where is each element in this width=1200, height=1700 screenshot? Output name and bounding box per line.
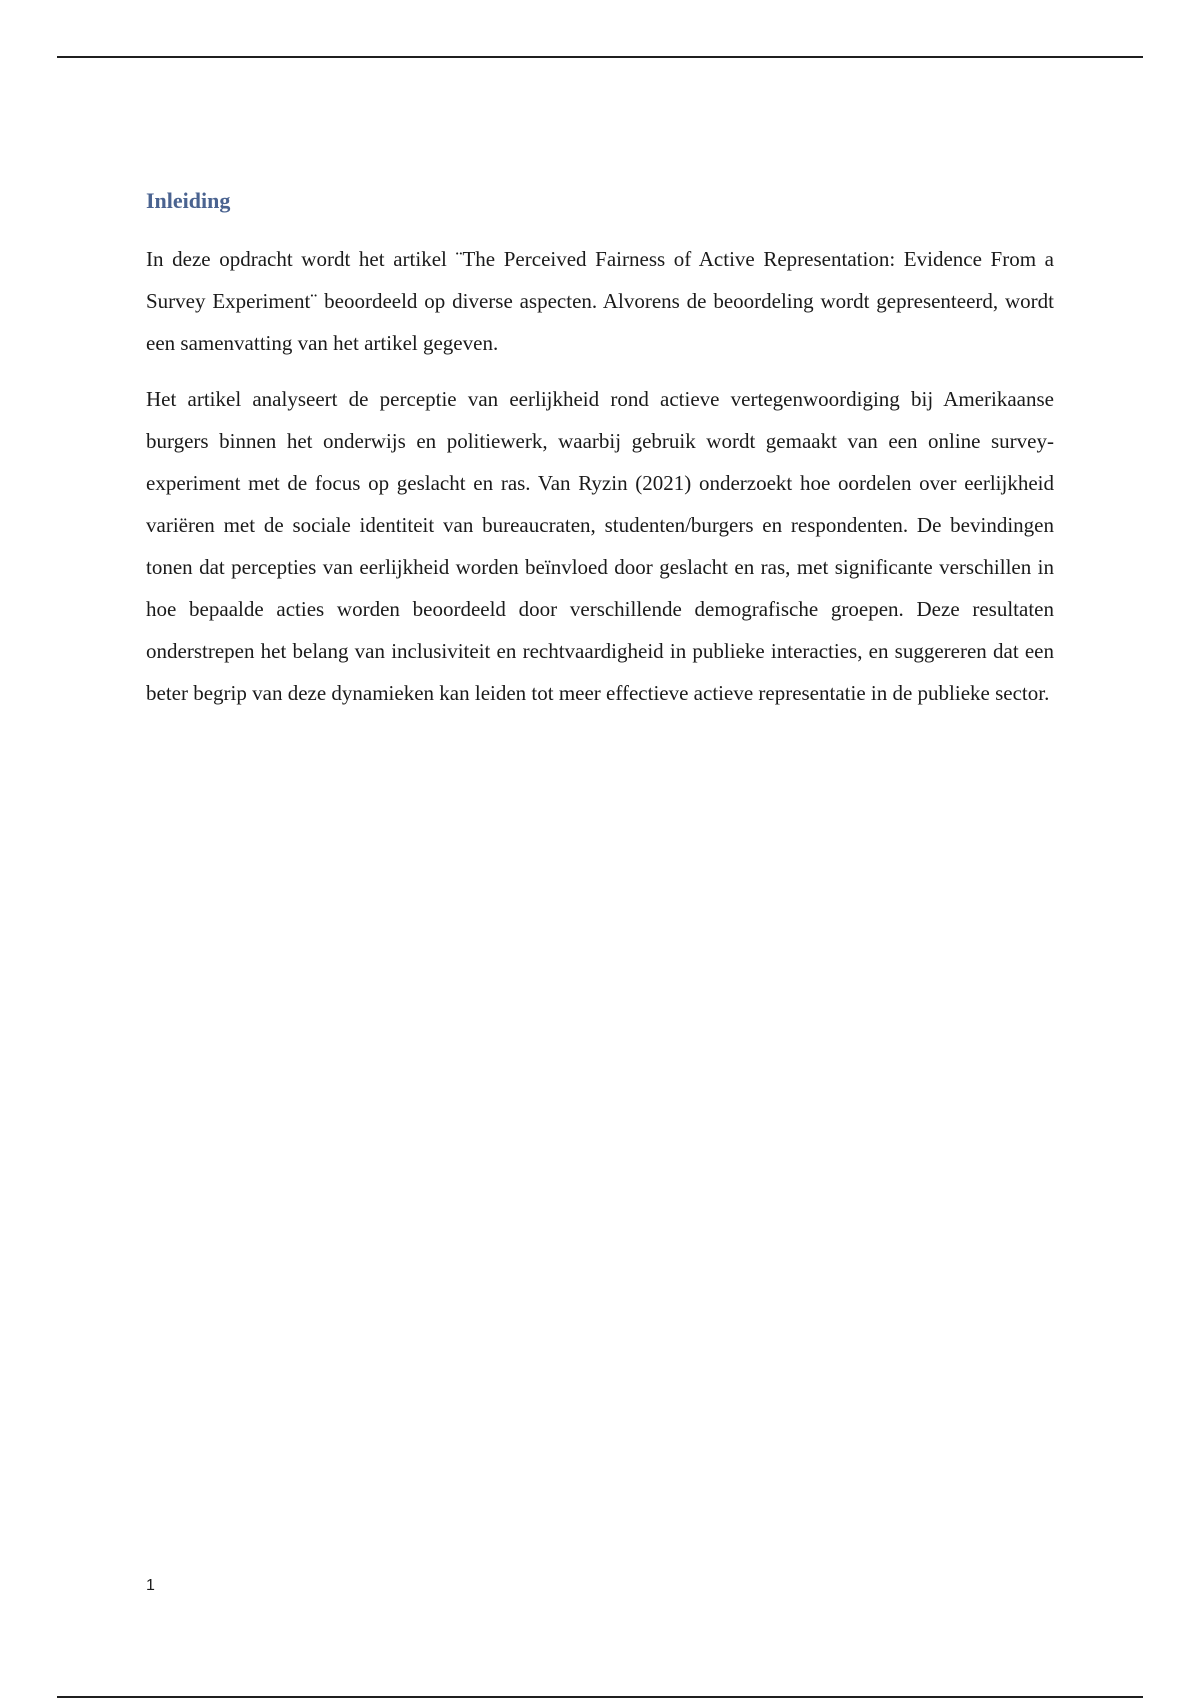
section-heading: Inleiding xyxy=(146,188,231,213)
page-number: 1 xyxy=(146,1577,155,1594)
intro-paragraph: In deze opdracht wordt het artikel ¨The Perceived Fairness of Active Representation: Evidence From a Survey Experiment¨ beoordeeld op diverse aspecten. Alvorens de beoordeling wordt gepresenteerd, wordt een samenvatting van het artikel gegeven. xyxy=(146,247,1054,355)
summary-paragraph: Het artikel analyseert de perceptie van eerlijkheid rond actieve vertegenwoordiging bij Amerikaanse burgers binnen het onderwijs en politiewerk, waarbij gebruik wordt gemaakt van een online survey-experiment met de focus op geslacht en ras. Van Ryzin (2021) onderzoekt hoe oordelen over eerlijkheid variëren met de sociale identiteit van bureaucraten, studenten/burgers en respondenten. De bevindingen tonen dat percepties van eerlijkheid worden beïnvloed door geslacht en ras, met significante verschillen in hoe bepaalde acties worden beoordeeld door verschillende demografische groepen. Deze resultaten onderstrepen het belang van inclusiviteit en rechtvaardigheid in publieke interacties, en suggereren dat een beter begrip van deze dynamieken kan leiden tot meer effectieve actieve representatie in de publieke sector. xyxy=(146,387,1054,705)
footer-rule xyxy=(57,1696,1143,1698)
header-rule xyxy=(57,56,1143,58)
document-body xyxy=(146,182,1054,728)
